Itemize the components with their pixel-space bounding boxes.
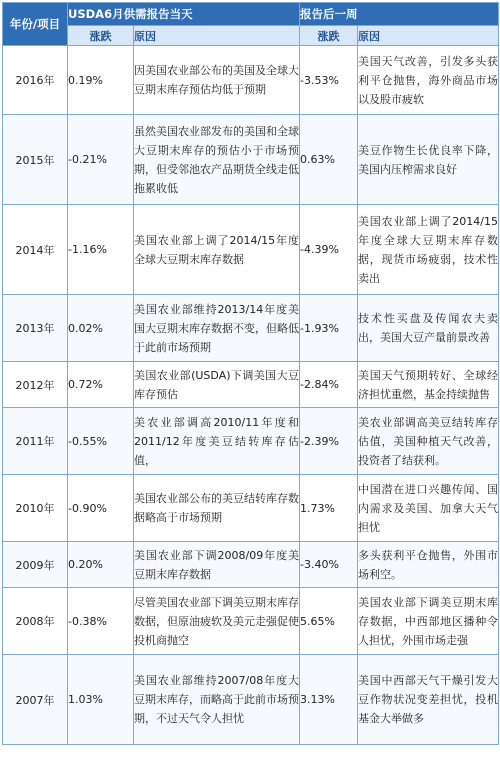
week-after-reason-cell: 美农业部调高美豆结转库存估值，美国种植天气改善，投资者了结获利。: [358, 408, 499, 475]
week-after-reason-cell: 技术性买盘及传闻农夫卖出，美国大豆产量前景改善: [358, 295, 499, 362]
week-after-change-cell: 0.63%: [300, 115, 358, 205]
week-after-reason-cell: 中国潜在进口兴趣传闻、国内需求及美国、加拿大天气担忧: [358, 475, 499, 542]
week-after-change-cell: 3.13%: [300, 655, 358, 745]
week-after-change-cell: -3.53%: [300, 46, 358, 115]
year-cell: 2010年: [3, 475, 68, 542]
report-day-reason-cell: 美国农业部下调2008/09年度美豆期末库存数据: [134, 542, 300, 588]
report-day-change-cell: 0.19%: [68, 46, 134, 115]
report-day-reason-cell: 美国农业部维持2013/14年度美国大豆期末库存数据不变，但略低于此前市场预期: [134, 295, 300, 362]
report-day-change-cell: 0.20%: [68, 542, 134, 588]
report-day-reason-cell: 虽然美国农业部发布的美国和全球大豆期末库存的预估小于市场预期，但受邻池农产品期货全线走低拖累收低: [134, 115, 300, 205]
report-day-reason-cell: 美国农业部(USDA)下调美国大豆库存预估: [134, 362, 300, 408]
report-day-reason-cell: 美农业部调高2010/11年度和2011/12年度美豆结转库存估值，: [134, 408, 300, 475]
report-day-group-header: USDA6月供需报告当天: [68, 3, 300, 26]
year-cell: 2015年: [3, 115, 68, 205]
report-day-change-cell: -0.55%: [68, 408, 134, 475]
change-header-2: 涨跌: [300, 26, 358, 46]
week-after-change-cell: -3.40%: [300, 542, 358, 588]
report-day-change-cell: -0.38%: [68, 588, 134, 655]
week-after-change-cell: -1.93%: [300, 295, 358, 362]
week-after-reason-cell: 美国农业部上调了2014/15年度全球大豆期末库存数据，现货市场疲弱，技术性卖出: [358, 205, 499, 295]
year-cell: 2016年: [3, 46, 68, 115]
table-row: [3, 205, 499, 295]
report-day-change-cell: -0.90%: [68, 475, 134, 542]
table-row: [3, 46, 499, 115]
table-body: [3, 46, 499, 745]
reason-header-2: 原因: [358, 26, 499, 46]
week-after-reason-cell: 美豆作物生长优良率下降，美国内压榨需求良好: [358, 115, 499, 205]
report-day-change-cell: 0.02%: [68, 295, 134, 362]
week-after-reason-cell: 多头获利平仓抛售，外围市场利空。: [358, 542, 499, 588]
year-cell: 2007年: [3, 655, 68, 745]
report-day-change-cell: -1.16%: [68, 205, 134, 295]
report-day-change-cell: 0.72%: [68, 362, 134, 408]
table-row: [3, 408, 499, 475]
week-after-reason-cell: 美国农业部下调美豆期末库存数据，中西部地区播种令人担忧，外围市场走强: [358, 588, 499, 655]
table-row: [3, 475, 499, 542]
year-column-header: 年份/项目: [3, 3, 68, 46]
report-day-change-cell: 1.03%: [68, 655, 134, 745]
week-after-reason-cell: 美国天气改善，引发多头获利平仓抛售，海外商品市场以及股市疲软: [358, 46, 499, 115]
report-day-change-cell: -0.21%: [68, 115, 134, 205]
report-day-reason-cell: 美国农业部上调了2014/15年度全球大豆期末库存数据: [134, 205, 300, 295]
report-day-reason-cell: 美国农业部公布的美豆结转库存数据略高于市场预期: [134, 475, 300, 542]
table-row: [3, 115, 499, 205]
week-after-change-cell: 5.65%: [300, 588, 358, 655]
week-after-change-cell: 1.73%: [300, 475, 358, 542]
week-after-change-cell: -2.39%: [300, 408, 358, 475]
change-header-1: 涨跌: [68, 26, 134, 46]
week-after-change-cell: -2.84%: [300, 362, 358, 408]
table-row: [3, 362, 499, 408]
table-row: [3, 542, 499, 588]
report-day-reason-cell: 因美国农业部公布的美国及全球大豆期末库存预估均低于预期: [134, 46, 300, 115]
year-cell: 2014年: [3, 205, 68, 295]
comparison-table: [2, 2, 499, 745]
header-row-top: [3, 3, 499, 26]
table-row: [3, 588, 499, 655]
report-day-reason-cell: 尽管美国农业部下调美豆期末库存数据，但原油疲软及美元走强促使投机商抛空: [134, 588, 300, 655]
week-after-group-header: 报告后一周: [300, 3, 499, 26]
week-after-change-cell: -4.39%: [300, 205, 358, 295]
year-cell: 2008年: [3, 588, 68, 655]
header-row-sub: [3, 26, 499, 46]
week-after-reason-cell: 美国天气预期转好、全球经济担忧重燃，基金持续抛售: [358, 362, 499, 408]
table-row: [3, 655, 499, 745]
table-row: [3, 295, 499, 362]
week-after-reason-cell: 美国中西部天气干燥引发大豆作物状况变差担忧，投机基金大举做多: [358, 655, 499, 745]
year-cell: 2011年: [3, 408, 68, 475]
reason-header-1: 原因: [134, 26, 300, 46]
report-day-reason-cell: 美国农业部维持2007/08年度大豆期末库存，而略高于此前市场预期，不过天气令人担忧: [134, 655, 300, 745]
year-cell: 2012年: [3, 362, 68, 408]
year-cell: 2009年: [3, 542, 68, 588]
year-cell: 2013年: [3, 295, 68, 362]
